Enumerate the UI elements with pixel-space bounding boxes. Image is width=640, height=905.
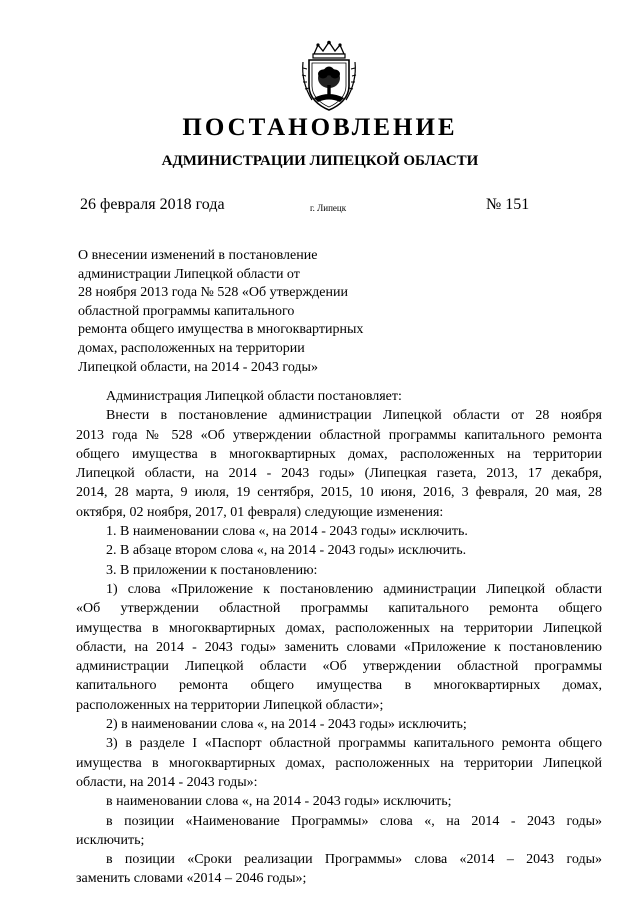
subject-line: Липецкой области, на 2014 - 2043 годы» (78, 359, 318, 375)
body-line: 1) слова «Приложение к постановлению администрации Липецкой области (106, 581, 602, 597)
document-number: № 151 (486, 196, 530, 213)
body-line: в позиции «Сроки реализации Программы» слова «2014 – 2043 годы» (106, 852, 602, 868)
body-line: в наименовании слова «, на 2014 - 2043 годы» исключить; (106, 794, 452, 810)
body-line: области, на 2014 - 2043 годы» заменить словами «Приложение к постановлению (76, 639, 602, 655)
body-line: имущества в многоквартирных домах, расположенных на территории Липецкой (76, 620, 602, 636)
body-line: Администрация Липецкой области постановляет: (106, 389, 402, 404)
subject-line: областной программы капитального (78, 303, 295, 319)
body-line: исключить; (76, 832, 145, 848)
body-line: 2014, 28 марта, 9 июля, 19 сентября, 2015, 10 июня, 2016, 3 февраля, 20 мая, 28 (76, 485, 602, 501)
subject-line: домах, расположенных на территории (78, 340, 305, 356)
body-line: октября, 02 ноября, 2017, 01 февраля) следующие изменения: (76, 504, 444, 520)
document-city: г. Липецк (310, 203, 347, 213)
body-line: 2. В абзаце втором слова «, на 2014 - 2043 годы» исключить. (106, 543, 467, 559)
subject-line: ремонта общего имущества в многоквартирных (78, 322, 364, 338)
body-line: расположенных на территории Липецкой области»; (76, 697, 384, 713)
body-line: администрации Липецкой области «Об утверждении областной программы (76, 659, 602, 675)
subject-line: 28 ноября 2013 года № 528 «Об утверждении (78, 285, 348, 301)
body-line: 3. В приложении к постановлению: (106, 562, 318, 578)
document-subtitle: АДМИНИСТРАЦИИ ЛИПЕЦКОЙ ОБЛАСТИ (161, 153, 479, 169)
body-line: имущества в многоквартирных домах, расположенных на территории Липецкой (76, 755, 602, 771)
body-line: 2) в наименовании слова «, на 2014 - 2043 годы» исключить; (106, 717, 467, 733)
body-line: общего имущества в многоквартирных домах, расположенных на территории (76, 446, 602, 462)
body-line: заменить словами «2014 – 2046 годы»; (76, 871, 307, 887)
body-line: «Об утверждении областной программы капитального ремонта общего (76, 601, 602, 617)
document-date: 26 февраля 2018 года (80, 196, 225, 213)
document-title: ПОСТАНОВЛЕНИЕ (182, 114, 458, 141)
body-text (76, 387, 602, 889)
body-line: в позиции «Наименование Программы» слова «, на 2014 - 2043 годы» (106, 813, 602, 829)
body-line: капитального ремонта общего имущества в многоквартирных домах, (76, 678, 602, 694)
body-line: области, на 2014 - 2043 годы»: (76, 774, 258, 790)
body-line: 1. В наименовании слова «, на 2014 - 2043 годы» исключить. (106, 524, 468, 540)
subject-block (78, 247, 408, 377)
body-line: Внести в постановление администрации Липецкой области от 28 ноября (106, 408, 602, 424)
body-line: Липецкой области, на 2014 - 2043 годы» (Липецкая газета, 2013, 17 декабря, (76, 466, 602, 482)
coat-of-arms-emblem (300, 40, 358, 112)
subject-line: О внесении изменений в постановление (78, 248, 318, 263)
subject-line: администрации Липецкой области от (78, 266, 300, 282)
body-line: 2013 года № 528 «Об утверждении областной программы капитального ремонта (76, 427, 602, 443)
body-line: 3) в разделе I «Паспорт областной программы капитального ремонта общего (106, 736, 602, 752)
